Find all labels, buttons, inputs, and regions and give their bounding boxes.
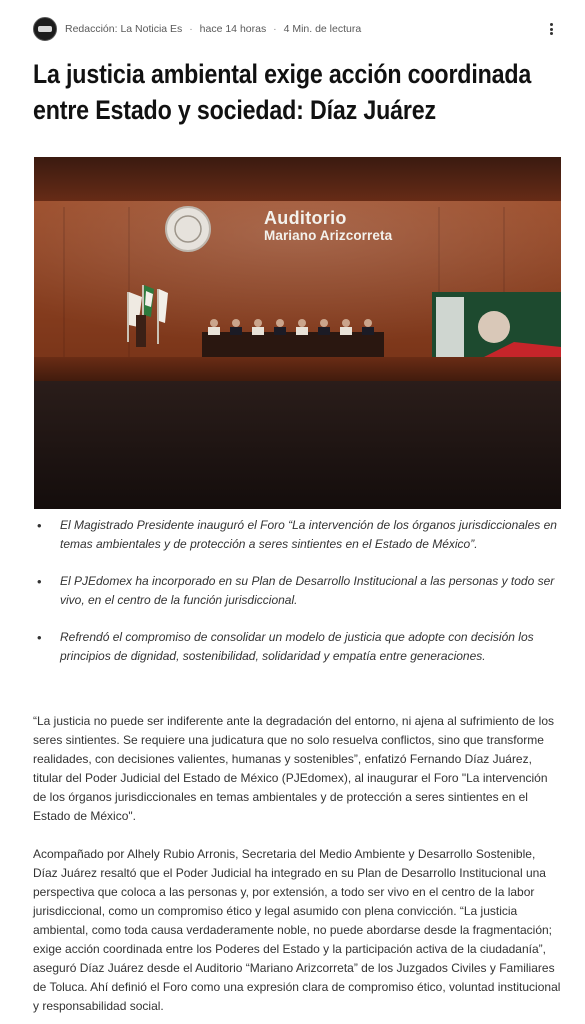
- read-time: 4 Min. de lectura: [283, 23, 362, 35]
- screen-speaker: [478, 311, 510, 343]
- meta-separator: ·: [273, 23, 277, 35]
- person-head: [342, 319, 350, 327]
- person-body: [296, 327, 308, 335]
- presidium-table: [202, 332, 384, 358]
- article-body: [33, 712, 563, 1024]
- auditorium-sign-line1: Auditorio: [264, 208, 347, 228]
- article-hero-image[interactable]: [34, 157, 561, 509]
- post-time: hace 14 horas: [199, 23, 267, 35]
- meta-separator: ·: [189, 23, 193, 35]
- highlight-item: • Refrendó el compromiso de consolidar un modelo de justicia que adopte con decisión los principios de dignidad, sostenibilidad, solidaridad y empatía entre generaciones.: [33, 628, 563, 666]
- body-paragraph: “La justicia no puede ser indiferente ante la degradación del entorno, ni ajena al sufrimiento de los seres sintientes. Se requiere una judicatura que no solo resuelva conflictos, sino que transforme realidades, con decisiones valientes, humanas y sostenibles”, enfatizó Fernando Díaz Juárez, titular del Poder Judicial del Estado de México (PJEdomex), al inaugurar el Foro "La intervención de los órganos jurisdiccionales en temas ambientales y de protección a seres sintientes en el Estado de México".: [33, 714, 555, 823]
- person-head: [364, 319, 372, 327]
- more-vertical-icon[interactable]: [547, 21, 555, 37]
- person-head: [232, 319, 240, 327]
- highlight-item: • El Magistrado Presidente inauguró el Foro “La intervención de los órganos jurisdiccionales en temas ambientales y de protección a seres sintientes en el Estado de México”.: [33, 516, 563, 554]
- auditorium-sign: [264, 209, 392, 245]
- dot: [550, 28, 553, 31]
- auditorium-sign-line2: Mariano Arizcorreta: [264, 228, 393, 243]
- person-head: [320, 319, 328, 327]
- person-head: [276, 319, 284, 327]
- institution-seal-icon: [166, 207, 210, 251]
- person-body: [252, 327, 264, 335]
- article-highlights: [33, 516, 563, 684]
- logo-mark: [38, 26, 52, 32]
- body-paragraph: Acompañado por Alhely Rubio Arronis, Secretaria del Medio Ambiente y Desarrollo Sostenible, Díaz Juárez resaltó que el Poder Judicial ha integrado en su Plan de Desarrollo Institucional una perspectiva que coloca a las personas y, por extensión, a todo ser vivo en el centro de la labor jurisdiccional, como un compromiso ético y legal asumido con plena convicción. “La justicia ambiental, como toda causa verdaderamente noble, no puede abordarse desde la fragmentación; exige acción coordinada entre los Poderes del Estado y la participación activa de la ciudadanía”, aseguró Díaz Juárez desde el Auditorio “Mariano Arizcorreta” de los Juzgados Civiles y Familiares de Toluca. Ahí definió el Foro como una expresión clara de compromiso ético, voluntad institucional y responsabilidad social.: [33, 847, 561, 1013]
- person-body: [274, 327, 286, 335]
- person-head: [254, 319, 262, 327]
- post-meta-bar: [33, 16, 563, 42]
- stage-front: [34, 357, 561, 383]
- person-head: [298, 319, 306, 327]
- podium: [136, 315, 146, 347]
- person-body: [362, 327, 374, 335]
- highlight-item: • El PJEdomex ha incorporado en su Plan de Desarrollo Institucional a las personas y todo ser vivo, en el centro de la función jurisdiccional.: [33, 572, 563, 610]
- ceiling: [34, 157, 561, 205]
- person-head: [210, 319, 218, 327]
- post-meta-text: [65, 23, 361, 35]
- person-body: [318, 327, 330, 335]
- publisher-logo-icon[interactable]: [33, 17, 57, 41]
- dot: [550, 23, 553, 26]
- screen-flags: [436, 297, 464, 357]
- article-title: La justicia ambiental exige acción coordinada entre Estado y sociedad: Díaz Juárez: [33, 59, 532, 125]
- person-body: [340, 327, 352, 335]
- person-body: [208, 327, 220, 335]
- author-link[interactable]: Redacción: La Noticia Es: [65, 23, 183, 35]
- dot: [550, 32, 553, 35]
- person-body: [230, 327, 242, 335]
- audience-area: [34, 381, 561, 509]
